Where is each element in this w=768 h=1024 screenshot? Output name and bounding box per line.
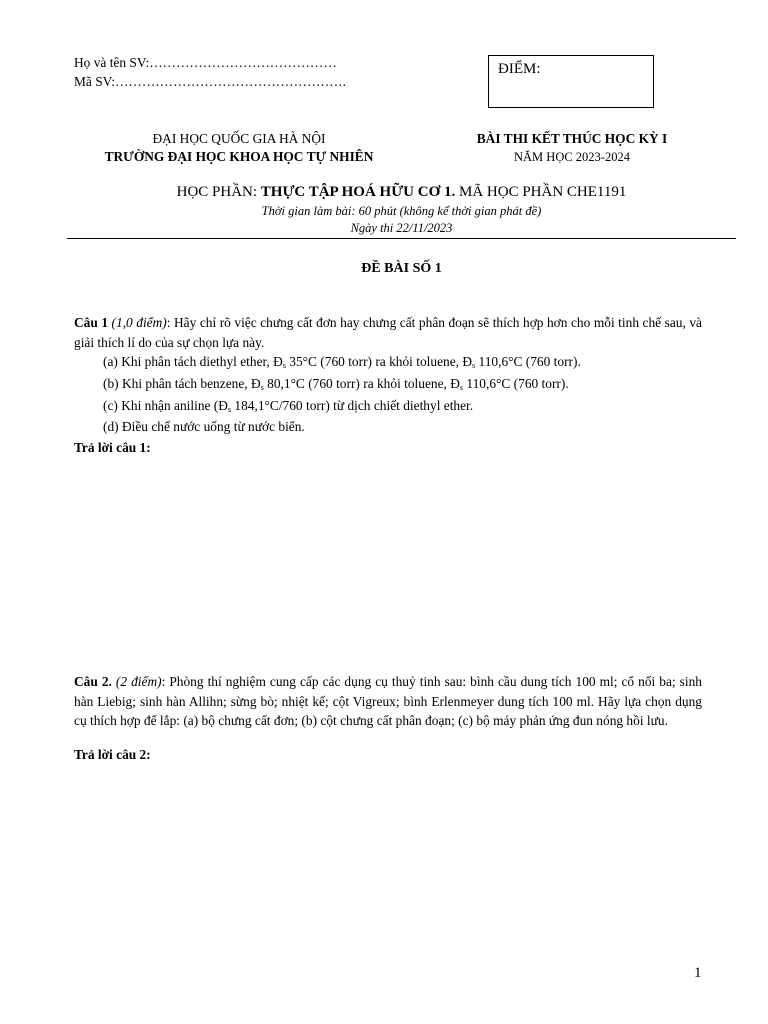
- item-b-part-1: (b) Khi phân tách benzene, Đ: [103, 376, 261, 391]
- item-b-part-3: 110,6°C (760 torr).: [463, 376, 569, 391]
- question-2-points: (2 điểm): [111, 674, 162, 689]
- item-a-part-1: (a) Khi phân tách diethyl ether, Đ: [103, 354, 283, 369]
- page-number: 1: [694, 965, 702, 981]
- student-name-line: Họ và tên SV:……………………………………: [74, 55, 337, 70]
- question-1: [74, 313, 702, 352]
- question-1-item-c: [103, 398, 473, 414]
- question-1-item-b: [103, 376, 569, 392]
- item-a-part-2: 35°C (760 torr) ra khỏi toluene, Đ: [285, 354, 473, 369]
- score-box: [488, 55, 654, 108]
- answer-2-label: Trả lời câu 2:: [74, 747, 151, 762]
- question-1-text: : Hãy chỉ rõ việc chưng cất đơn hay chưng cất phân đoạn sẽ thích hợp hơn cho mỗi tinh chế sau, và giải thích lí do của sự chọn lựa này.: [74, 315, 702, 350]
- course-prefix: HỌC PHẦN:: [176, 184, 261, 200]
- item-b-sub-1: s: [260, 383, 264, 392]
- header-divider: [67, 238, 736, 239]
- item-c-part-2: 184,1°C/760 torr) từ dịch chiết diethyl ether.: [231, 398, 474, 413]
- item-a-sub-2: s: [472, 361, 476, 370]
- item-a-part-3: 110,6°C (760 torr).: [475, 354, 581, 369]
- paper-title: ĐỀ BÀI SỐ 1: [361, 261, 442, 276]
- course-line: [67, 184, 736, 201]
- question-1-item-a: [103, 354, 581, 370]
- question-1-points: (1,0 điểm): [108, 315, 167, 330]
- question-1-item-d: (d) Điều chế nước uống từ nước biển.: [103, 419, 305, 434]
- item-a-sub-1: s: [282, 361, 286, 370]
- university-name: ĐẠI HỌC QUỐC GIA HÀ NỘI: [152, 131, 326, 146]
- score-label: ĐIỂM:: [498, 61, 541, 77]
- item-b-sub-2: s: [459, 383, 464, 392]
- answer-1-label: Trả lời câu 1:: [74, 440, 151, 455]
- exam-title: BÀI THI KẾT THÚC HỌC KỲ I: [476, 131, 668, 146]
- question-2-label: Câu 2.: [74, 674, 112, 689]
- exam-date: Ngày thi 22/11/2023: [350, 221, 453, 235]
- course-name: THỰC TẬP HOÁ HỮU CƠ 1.: [260, 184, 456, 200]
- question-2: [74, 672, 702, 731]
- exam-duration: Thời gian làm bài: 60 phút (không kể thời gian phát đề): [261, 204, 542, 218]
- question-1-label: Câu 1: [74, 315, 109, 330]
- course-code: MÃ HỌC PHẦN CHE1191: [455, 184, 627, 200]
- item-c-part-1: (c) Khi nhận aniline (Đ: [103, 398, 228, 413]
- student-id-line: Mã SV:…………………………………………….: [74, 74, 347, 89]
- school-name: TRƯỜNG ĐẠI HỌC KHOA HỌC TỰ NHIÊN: [104, 149, 374, 164]
- item-c-sub: s: [227, 405, 232, 414]
- exam-year: NĂM HỌC 2023-2024: [514, 150, 630, 164]
- item-b-part-2: 80,1°C (760 torr) ra khỏi toluene, Đ: [263, 376, 460, 391]
- question-2-text: : Phòng thí nghiệm cung cấp các dụng cụ thuỷ tinh sau: bình cầu dung tích 100 ml; cổ nối ba; sinh hàn Liebig; sinh hàn Allihn; sừng bò; nhiệt kế; cột Vigreux; bình Erlenmeyer dung tích 100 ml. Hãy lựa chọn dụng cụ thích hợp để lắp: (a) bộ chưng cất đơn; (b) cột chưng cất phân đoạn; (c) bộ máy phản ứng đun nóng hồi lưu.: [74, 674, 702, 728]
